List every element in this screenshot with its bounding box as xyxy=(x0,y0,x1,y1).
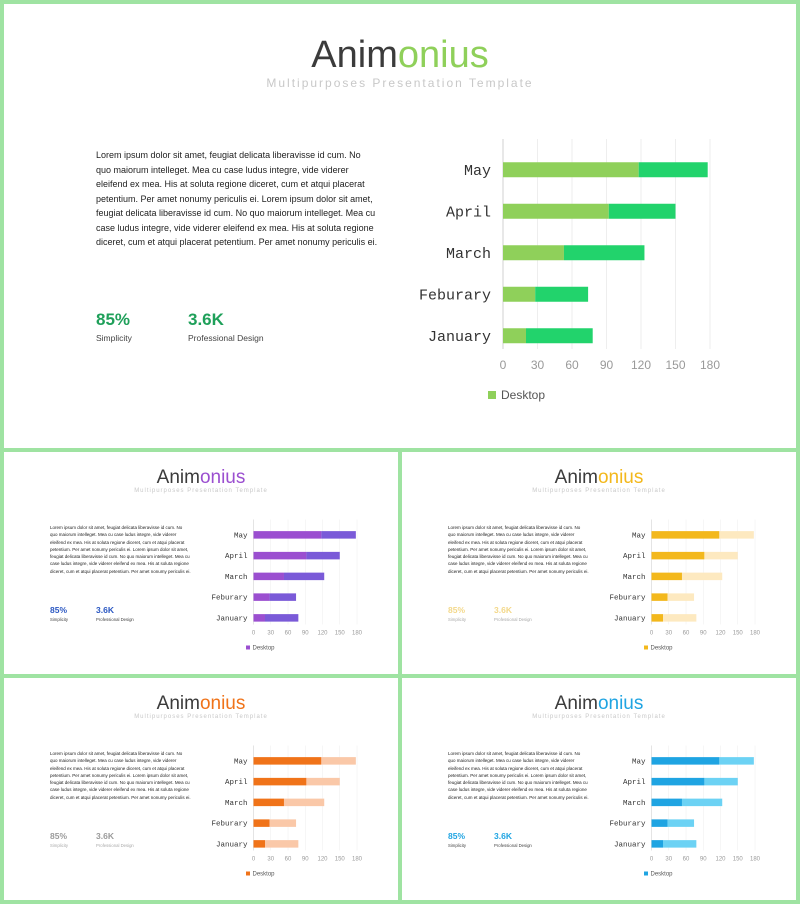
stacked-bar-chart xyxy=(4,678,398,900)
category-label: May xyxy=(233,532,248,541)
title-accent: onius xyxy=(199,467,246,488)
x-tick-label: 60 xyxy=(682,856,690,863)
bar-segment-desktop xyxy=(503,162,639,177)
bar-segment-desktop xyxy=(652,840,664,848)
legend-label: Desktop xyxy=(501,388,546,402)
body-paragraph: Lorem ipsum dolor sit amet, feugiat delicata liberavisse id cum. No quo maiorum intelleget. Mea cu case ludus integre, vide viderer eleifend ex mea. His at soluta regione diceret, cum et atqui placerat petentium. Per amet nonumy periculis ei. Lorem ipsum dolor sit amet, feugiat delicata liberavisse id cum. No quo maiorum intelleget. Mea cu case ludus integre, vide viderer eleifend ex mea. His at soluta regione diceret, cum et atqui placerat petentium. Per amet nonumy periculis ei. xyxy=(50,751,191,800)
category-label: January xyxy=(427,328,491,346)
slide-subtitle: Multipurposes Presentation Template xyxy=(134,488,268,494)
body-paragraph: Lorem ipsum dolor sit amet, feugiat delicata liberavisse id cum. No quo maiorum intelleget. Mea cu case ludus integre, vide viderer eleifend ex mea. His at soluta regione diceret, cum et atqui placerat petentium. Per amet nonumy periculis ei. Lorem ipsum dolor sit amet, feugiat delicata liberavisse id cum. No quo maiorum intelleget. Mea cu case ludus integre, vide viderer eleifend ex mea. His at soluta regione diceret, cum et atqui placerat petentium. Per amet nonumy periculis ei. xyxy=(96,150,378,247)
bar-segment-secondary xyxy=(668,819,694,827)
x-tick-label: 150 xyxy=(334,630,345,637)
title-accent: onius xyxy=(597,467,644,488)
x-tick-label: 0 xyxy=(649,630,654,637)
x-tick-label: 30 xyxy=(665,856,673,863)
slide-variant-yellow[interactable] xyxy=(402,452,796,674)
bar-segment-desktop xyxy=(503,204,609,219)
x-tick-label: 90 xyxy=(301,630,309,637)
x-tick-label: 120 xyxy=(630,358,652,372)
stat-value: 3.6K xyxy=(494,831,512,841)
slide-variant-purple[interactable] xyxy=(4,452,398,674)
bar-segment-desktop xyxy=(254,531,322,539)
legend-swatch xyxy=(246,872,250,876)
bar-segment-secondary xyxy=(321,757,356,765)
category-label: Feburary xyxy=(418,287,491,305)
category-label: Feburary xyxy=(609,820,646,829)
stat-label: Simplicity xyxy=(50,842,68,848)
title-accent: onius xyxy=(199,693,246,714)
stat-label: Professional Design xyxy=(96,842,134,848)
category-label: January xyxy=(215,615,248,624)
bar-segment-desktop xyxy=(652,552,705,560)
bar-segment-desktop xyxy=(254,819,270,827)
stacked-bar-chart xyxy=(402,678,796,900)
slide-main[interactable] xyxy=(4,4,796,448)
x-tick-label: 60 xyxy=(565,358,579,372)
bar-segment-secondary xyxy=(270,819,296,827)
bar-segment-secondary xyxy=(682,573,722,581)
bar-segment-secondary xyxy=(535,287,588,302)
bar-segment-desktop xyxy=(652,593,668,601)
bar-segment-secondary xyxy=(663,614,696,622)
category-label: March xyxy=(622,799,646,808)
bar-segment-secondary xyxy=(719,757,754,765)
category-label: May xyxy=(463,162,491,180)
stat-label: Professional Design xyxy=(494,842,532,848)
bar-segment-secondary xyxy=(719,531,754,539)
stat-value: 3.6K xyxy=(96,831,114,841)
bar-segment-desktop xyxy=(652,531,720,539)
legend-label: Desktop xyxy=(650,645,673,652)
category-label: March xyxy=(224,799,248,808)
stacked-bar-chart xyxy=(4,4,796,448)
category-label: April xyxy=(622,553,646,562)
stat-value: 3.6K xyxy=(494,605,512,615)
category-label: Feburary xyxy=(211,594,248,603)
legend-label: Desktop xyxy=(650,871,673,878)
bar-segment-secondary xyxy=(668,593,694,601)
x-tick-label: 0 xyxy=(499,358,507,372)
category-label: May xyxy=(631,758,646,767)
bar-segment-secondary xyxy=(265,614,298,622)
body-paragraph: Lorem ipsum dolor sit amet, feugiat delicata liberavisse id cum. No quo maiorum intelleget. Mea cu case ludus integre, vide viderer eleifend ex mea. His at soluta regione diceret, cum et atqui placerat petentium. Per amet nonumy periculis ei. Lorem ipsum dolor sit amet, feugiat delicata liberavisse id cum. No quo maiorum intelleget. Mea cu case ludus integre, vide viderer eleifend ex mea. His at soluta regione diceret, cum et atqui placerat petentium. Per amet nonumy periculis ei. xyxy=(448,525,589,574)
legend-swatch xyxy=(644,872,648,876)
bar-segment-desktop xyxy=(254,757,322,765)
category-label: May xyxy=(233,758,248,767)
stat-value: 85% xyxy=(50,605,68,615)
title-accent: onius xyxy=(397,34,489,76)
x-tick-label: 180 xyxy=(699,358,721,372)
category-label: April xyxy=(224,779,248,788)
x-tick-label: 120 xyxy=(317,856,328,863)
bar-segment-secondary xyxy=(609,204,676,219)
bar-segment-desktop xyxy=(503,287,535,302)
bar-segment-desktop xyxy=(254,552,307,560)
title-main: Anim xyxy=(554,693,598,714)
stat-label: Professional Design xyxy=(188,333,264,343)
category-label: March xyxy=(622,573,646,582)
bar-segment-secondary xyxy=(526,328,593,343)
title-main: Anim xyxy=(156,467,200,488)
slide-subtitle: Multipurposes Presentation Template xyxy=(266,76,534,90)
x-tick-label: 90 xyxy=(699,630,707,637)
x-tick-label: 180 xyxy=(351,630,363,637)
stat-label: Simplicity xyxy=(96,333,132,343)
stat-value: 85% xyxy=(50,831,68,841)
x-tick-label: 150 xyxy=(334,856,345,863)
category-label: Feburary xyxy=(211,820,248,829)
bar-segment-secondary xyxy=(321,531,356,539)
x-tick-label: 120 xyxy=(715,630,726,637)
x-tick-label: 90 xyxy=(301,856,309,863)
bar-segment-desktop xyxy=(503,328,526,343)
bar-segment-secondary xyxy=(704,552,737,560)
x-tick-label: 120 xyxy=(317,630,328,637)
body-paragraph: Lorem ipsum dolor sit amet, feugiat delicata liberavisse id cum. No quo maiorum intelleget. Mea cu case ludus integre, vide viderer eleifend ex mea. His at soluta regione diceret, cum et atqui placerat petentium. Per amet nonumy periculis ei. Lorem ipsum dolor sit amet, feugiat delicata liberavisse id cum. No quo maiorum intelleget. Mea cu case ludus integre, vide viderer eleifend ex mea. His at soluta regione diceret, cum et atqui placerat petentium. Per amet nonumy periculis ei. xyxy=(448,751,589,800)
bar-segment-desktop xyxy=(652,819,668,827)
category-label: April xyxy=(445,204,491,222)
x-tick-label: 90 xyxy=(599,358,614,372)
bar-segment-desktop xyxy=(652,799,682,807)
x-tick-label: 180 xyxy=(351,856,363,863)
stat-value: 3.6K xyxy=(96,605,114,615)
x-tick-label: 60 xyxy=(284,856,292,863)
x-tick-label: 30 xyxy=(665,630,673,637)
legend-swatch xyxy=(644,646,648,650)
x-tick-label: 0 xyxy=(251,630,256,637)
category-label: March xyxy=(224,573,248,582)
x-tick-label: 120 xyxy=(715,856,726,863)
bar-segment-desktop xyxy=(652,778,705,786)
category-label: Feburary xyxy=(609,594,646,603)
category-label: April xyxy=(622,779,646,788)
bar-segment-desktop xyxy=(503,245,564,260)
slide-subtitle: Multipurposes Presentation Template xyxy=(532,714,666,720)
title-main: Anim xyxy=(554,467,598,488)
slide-subtitle: Multipurposes Presentation Template xyxy=(532,488,666,494)
stat-label: Simplicity xyxy=(448,842,466,848)
bar-segment-secondary xyxy=(704,778,737,786)
bar-segment-secondary xyxy=(564,245,645,260)
bar-segment-secondary xyxy=(682,799,722,807)
x-tick-label: 30 xyxy=(267,630,275,637)
bar-segment-desktop xyxy=(652,614,664,622)
bar-segment-secondary xyxy=(284,799,324,807)
title-main: Anim xyxy=(156,693,200,714)
slide-variant-orange[interactable] xyxy=(4,678,398,900)
bar-segment-secondary xyxy=(306,778,339,786)
legend-label: Desktop xyxy=(252,645,275,652)
stat-value: 85% xyxy=(448,831,466,841)
category-label: January xyxy=(613,841,646,850)
title-main: Anim xyxy=(311,34,398,76)
x-tick-label: 150 xyxy=(732,630,743,637)
bar-segment-desktop xyxy=(652,757,720,765)
bar-segment-secondary xyxy=(284,573,324,581)
x-tick-label: 180 xyxy=(749,856,761,863)
slide-variant-blue[interactable] xyxy=(402,678,796,900)
x-tick-label: 150 xyxy=(665,358,686,372)
x-tick-label: 60 xyxy=(284,630,292,637)
bar-segment-desktop xyxy=(254,573,284,581)
x-tick-label: 30 xyxy=(267,856,275,863)
bar-segment-secondary xyxy=(306,552,339,560)
x-tick-label: 90 xyxy=(699,856,707,863)
x-tick-label: 0 xyxy=(649,856,654,863)
legend-label: Desktop xyxy=(252,871,275,878)
stacked-bar-chart xyxy=(4,452,398,674)
bar-segment-desktop xyxy=(254,593,270,601)
category-label: May xyxy=(631,532,646,541)
x-tick-label: 60 xyxy=(682,630,690,637)
bar-segment-secondary xyxy=(270,593,296,601)
legend-swatch xyxy=(246,646,250,650)
bar-segment-desktop xyxy=(254,778,307,786)
bar-segment-desktop xyxy=(254,614,266,622)
x-tick-label: 180 xyxy=(749,630,761,637)
bar-segment-desktop xyxy=(254,840,266,848)
legend-swatch xyxy=(488,391,496,399)
slide-subtitle: Multipurposes Presentation Template xyxy=(134,714,268,720)
category-label: April xyxy=(224,553,248,562)
stat-label: Professional Design xyxy=(494,616,532,622)
stat-value: 85% xyxy=(448,605,466,615)
bar-segment-secondary xyxy=(265,840,298,848)
x-tick-label: 30 xyxy=(530,358,545,372)
stat-value: 3.6K xyxy=(188,310,224,329)
bar-segment-secondary xyxy=(663,840,696,848)
stat-label: Simplicity xyxy=(50,616,68,622)
category-label: January xyxy=(613,615,646,624)
body-paragraph: Lorem ipsum dolor sit amet, feugiat delicata liberavisse id cum. No quo maiorum intelleget. Mea cu case ludus integre, vide viderer eleifend ex mea. His at soluta regione diceret, cum et atqui placerat petentium. Per amet nonumy periculis ei. Lorem ipsum dolor sit amet, feugiat delicata liberavisse id cum. No quo maiorum intelleget. Mea cu case ludus integre, vide viderer eleifend ex mea. His at soluta regione diceret, cum et atqui placerat petentium. Per amet nonumy periculis ei. xyxy=(50,525,191,574)
stacked-bar-chart xyxy=(402,452,796,674)
x-tick-label: 0 xyxy=(251,856,256,863)
bar-segment-secondary xyxy=(639,162,708,177)
stat-label: Professional Design xyxy=(96,616,134,622)
stat-value: 85% xyxy=(96,310,131,329)
x-tick-label: 150 xyxy=(732,856,743,863)
title-accent: onius xyxy=(597,693,644,714)
bar-segment-desktop xyxy=(652,573,682,581)
stat-label: Simplicity xyxy=(448,616,466,622)
bar-segment-desktop xyxy=(254,799,284,807)
category-label: March xyxy=(445,245,491,263)
category-label: January xyxy=(215,841,248,850)
